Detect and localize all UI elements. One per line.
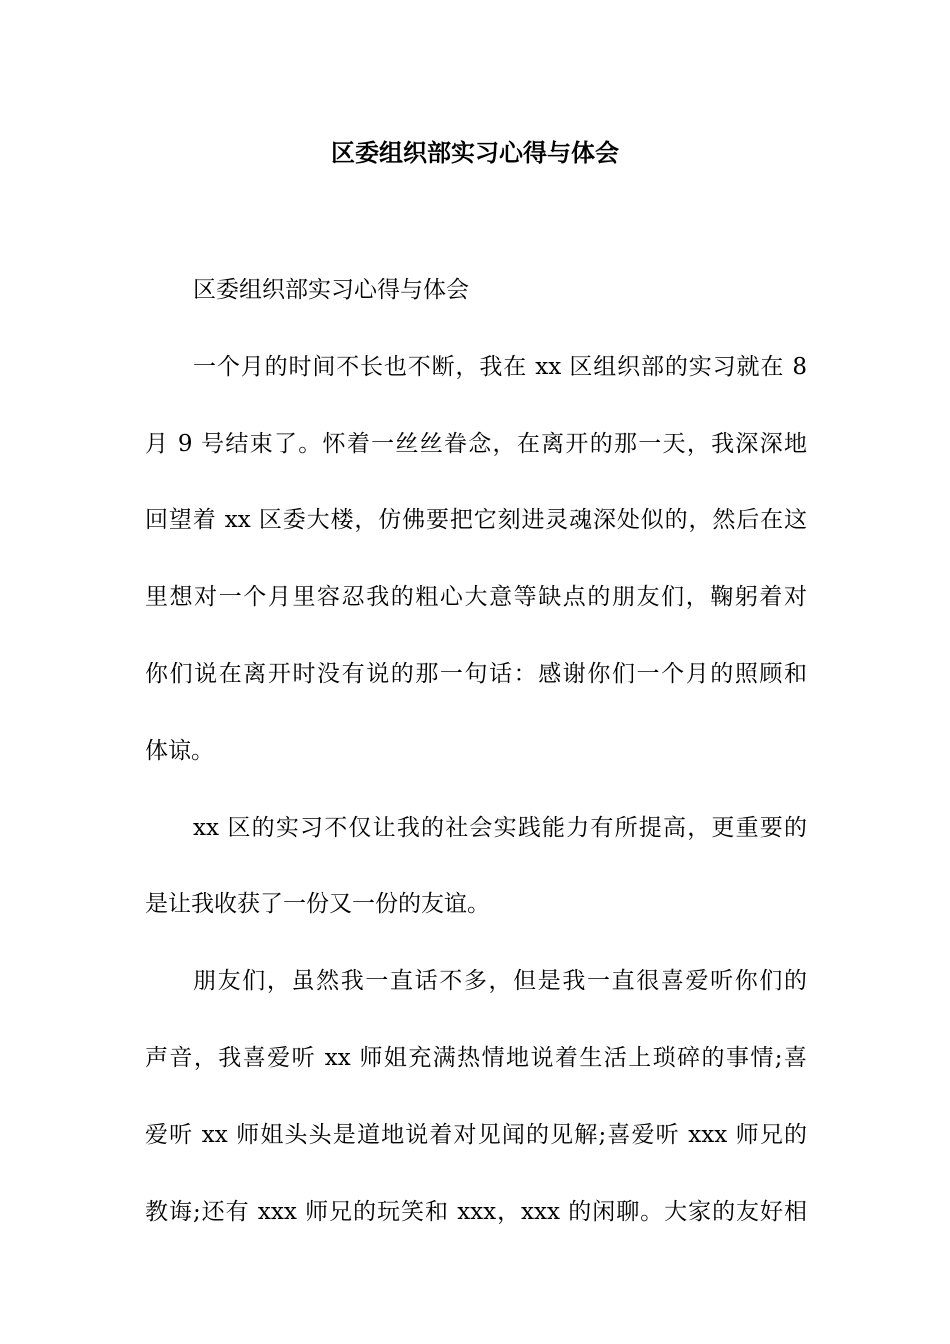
document-body [145, 252, 807, 1250]
paragraph-1 [145, 329, 807, 790]
paragraph-2 [145, 790, 807, 944]
text-line: 体谅。 [145, 737, 214, 764]
text-line: 你们说在离开时没有说的那一句话：感谢你们一个月的照顾和 [145, 660, 807, 687]
text-line: 爱听 xx 师姐头头是道地说着对见闻的见解;喜爱听 xxx 师兄的 [145, 1121, 807, 1148]
text-line: 朋友们，虽然我一直话不多，但是我一直很喜爱听你们的 [193, 968, 807, 995]
text-line: 教诲;还有 xxx 师兄的玩笑和 xxx，xxx 的闲聊。大家的友好相 [145, 1198, 807, 1225]
text-line: xx 区的实习不仅让我的社会实践能力有所提高，更重要的 [193, 814, 807, 841]
text-line: 是让我收获了一份又一份的友谊。 [145, 891, 490, 918]
text-line: 声音，我喜爱听 xx 师姐充满热情地说着生活上琐碎的事情;喜 [145, 1044, 807, 1071]
paragraph-3 [145, 943, 807, 1250]
document-title: 区委组织部实习心得与体会 [331, 138, 619, 167]
text-line: 回望着 xx 区委大楼，仿佛要把它刻进灵魂深处似的，然后在这 [145, 507, 807, 534]
text-line: 区委组织部实习心得与体会 [193, 277, 469, 303]
text-line: 一个月的时间不长也不断，我在 xx 区组织部的实习就在 8 [193, 353, 807, 380]
text-line: 里想对一个月里容忍我的粗心大意等缺点的朋友们，鞠躬着对 [145, 584, 807, 611]
paragraph-subtitle [145, 252, 807, 329]
text-line: 月 9 号结束了。怀着一丝丝眷念，在离开的那一天，我深深地 [145, 430, 807, 457]
